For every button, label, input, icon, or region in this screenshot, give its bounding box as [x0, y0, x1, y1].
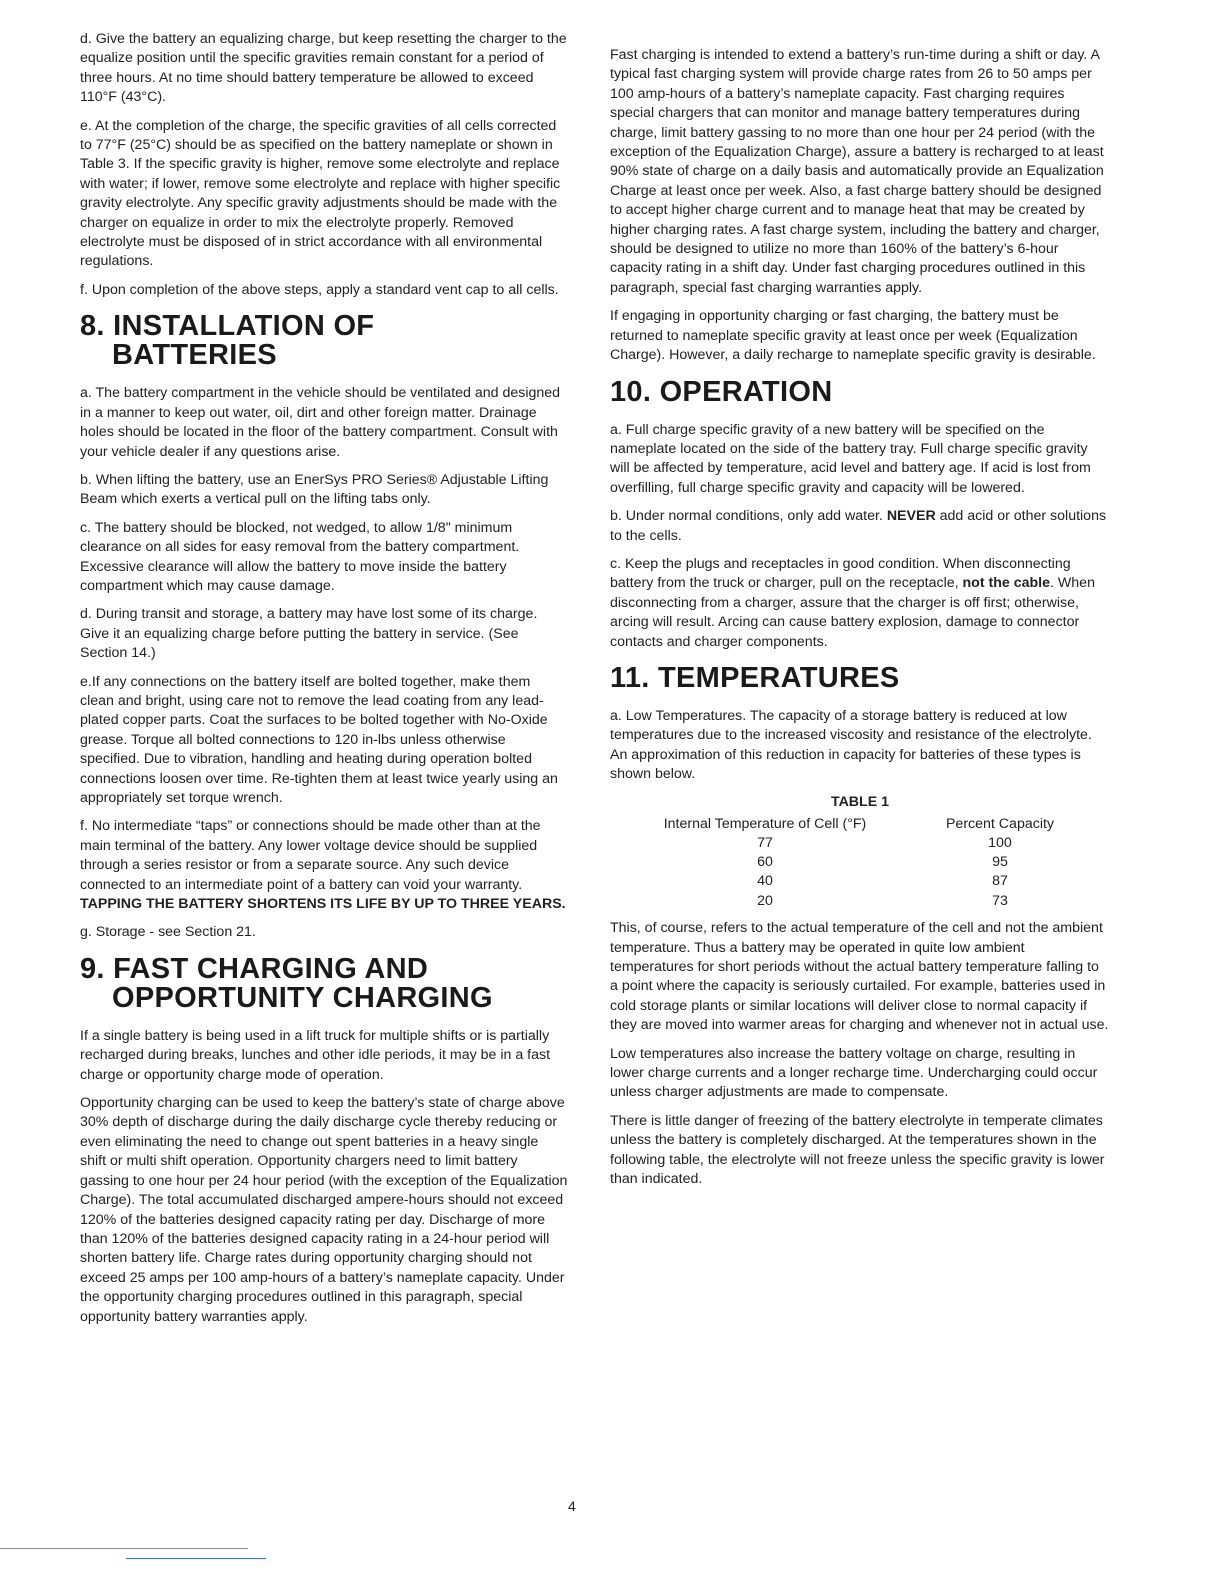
- cell-temperature: 77: [757, 834, 773, 851]
- section-11-heading: 11. TEMPERATURES: [610, 661, 900, 694]
- cell-capacity: 95: [992, 854, 1008, 870]
- cell-temperature: 20: [757, 892, 773, 909]
- section-8-c: c. The battery should be blocked, not wedged, to allow 1/8" minimum clearance on all sides for easy removal from the battery compartment. Excessive clearance will allow the battery to move inside the battery compartment which may cause damage.: [80, 519, 520, 594]
- section-11-p2: This, of course, refers to the actual temperature of the cell and not the ambient temperature. Thus a battery may be operated in quite low ambient temperatures for short periods without the actual battery temperature falling to a point where the capacity is seriously curtailed. For example, batteries used in cold storage plants or similar locations will deliver close to normal capacity if they are moved into warmer areas for charging and whenever not in actual use.: [610, 920, 1109, 1034]
- section-10-b-text-end: add acid or other solutions to the cells.: [610, 508, 1107, 544]
- section-9-heading-line2: OPPORTUNITY CHARGING: [112, 981, 493, 1014]
- paragraph-e: e. At the completion of the charge, the specific gravities of all cells corrected to 77°F (25°C) should be as specified on the battery nameplate or shown in Table 3. If the specific gravity is higher, remove some electrolyte and replace with water; if lower, remove some electrolyte and replace with higher specific gravity electrolyte. Any specific gravity adjustments should be made with the charger on equalize in order to mix the electrolyte properly. Removed electrolyte must be disposed of in strict accordance with all environmental regulations.: [80, 117, 561, 270]
- right-column: [610, 46, 1110, 1199]
- section-8-heading-line2: BATTERIES: [112, 339, 277, 372]
- section-10-a: a. Full charge specific gravity of a new battery will be specified on the nameplate located on the side of the battery tray. Full charge specific gravity will be affected by temperature, acid level and battery age. If acid is lost from overfilling, full charge specific gravity and capacity will be lowered.: [610, 421, 1091, 496]
- paragraph-f: f. Upon completion of the above steps, apply a standard vent cap to all cells.: [80, 281, 559, 298]
- footer-rule: [0, 1548, 248, 1549]
- section-8-heading-line1: 8. INSTALLATION OF: [80, 310, 375, 343]
- table-row: [630, 853, 1100, 872]
- section-8-a: a. The battery compartment in the vehicle should be ventilated and designed in a manner to keep out water, oil, dirt and other foreign matter. Drainage holes should be located in the floor of the battery compartment. Consult with your vehicle dealer if any questions arise.: [80, 385, 561, 460]
- table-header-temperature: Internal Temperature of Cell (°F): [663, 815, 867, 832]
- section-9-heading-line1: 9. FAST CHARGING AND: [80, 952, 429, 985]
- section-8-heading: [80, 312, 568, 370]
- page-number: 4: [568, 1498, 576, 1514]
- section-10-b-text: b. Under normal conditions, only add water.: [610, 508, 887, 525]
- section-8-g: g. Storage - see Section 21.: [80, 924, 256, 941]
- footer-rule-accent: [126, 1558, 266, 1559]
- section-10-c-text: c. Keep the plugs and receptacles in good condition. When disconnecting battery from the truck or charger, pull on the receptacle,: [610, 555, 1071, 592]
- section-8-f: f. No intermediate “taps” or connections should be made other than at the main terminal of the battery. Any lower voltage device should be supplied through a series resistor or from a separate source. Any such device connected to an intermediate point of a battery can void your warranty.: [80, 818, 541, 893]
- section-11-p4: There is little danger of freezing of the battery electrolyte in temperate climates unless the battery is completely discharged. At the temperatures shown in the following table, the electrolyte will not freeze unless the specific gravity is lower than indicated.: [610, 1112, 1105, 1188]
- section-8-d: d. During transit and storage, a battery may have lost some of its charge. Give it an equalizing charge before putting the battery in service. (See Section 14.): [80, 606, 538, 662]
- section-9-heading: [80, 952, 568, 1014]
- cell-capacity: 73: [992, 892, 1008, 909]
- section-8-warning: TAPPING THE BATTERY SHORTENS ITS LIFE BY UP TO THREE YEARS.: [80, 896, 566, 913]
- section-10-b: [610, 507, 1110, 546]
- section-10-c-text-end: . When disconnecting from a charger, assure that the charger is off first; otherwise, arcing will result. Arcing can cause battery explosion, damage to connector contacts and charger components.: [610, 575, 1095, 650]
- table-row: [630, 834, 1100, 853]
- table-header-capacity: Percent Capacity: [945, 815, 1055, 832]
- cell-temperature: 40: [757, 873, 773, 890]
- cell-temperature: 60: [757, 854, 773, 870]
- not-the-cable-emphasis: not the cable: [962, 575, 1051, 592]
- left-column: [80, 30, 568, 1336]
- cell-capacity: 87: [992, 873, 1008, 890]
- table-row: [630, 892, 1100, 911]
- section-10-c: [610, 555, 1110, 652]
- temperature-capacity-table: [630, 816, 1100, 912]
- section-9-p1: If a single battery is being used in a lift truck for multiple shifts or is partially recharged during breaks, lunches and other idle periods, it may be in a fast charge or opportunity charge mode of operation.: [80, 1027, 551, 1083]
- section-11-p3: Low temperatures also increase the battery voltage on charge, resulting in lower charge currents and a longer recharge time. Undercharging could occur unless charger adjustments are made to compensate.: [610, 1045, 1098, 1101]
- paragraph-d: d. Give the battery an equalizing charge, but keep resetting the charger to the equalize position until the specific gravities remain constant for a period of three hours. At no time should battery temperature be allowed to exceed 110°F (43°C).: [80, 31, 567, 106]
- never-emphasis: NEVER: [886, 508, 936, 525]
- section-9-p2: Opportunity charging can be used to keep the battery’s state of charge above 30% depth of discharge during the daily discharge cycle thereby reducing or even eliminating the need to change out spent batteries in a heavy single shift or multi shift operation. Opportunity chargers need to limit battery gassing to one hour per 24 hour period (with the exception of the Equalization Charge). The total accumulated discharged ampere-hours should not exceed 120% of the batteries designed capacity rating per day. Discharge of more than 120% of the batteries designed capacity rating in a 24-hour period will shorten battery life. Charge rates during opportunity charging should not exceed 25 amps per 100 amp-hours of a battery’s nameplate capacity. Under the opportunity charging procedures outlined in this paragraph, special opportunity battery warranties apply.: [80, 1095, 568, 1325]
- table-row: [630, 872, 1100, 891]
- section-11-a: a. Low Temperatures. The capacity of a storage battery is reduced at low temperatures due to the increased viscosity and resistance of the electrolyte. An approximation of this reduction in capacity for batteries of these types is shown below.: [610, 707, 1092, 783]
- section-8-e: e.If any connections on the battery itself are bolted together, make them clean and bright, using care not to remove the lead coating from any lead-plated copper parts. Coat the surfaces to be bolted together with No-Oxide grease. Torque all bolted connections to 120 in-lbs unless otherwise specified. Due to vibration, handling and heating during operation bolted connections loosen over time. Re-tighten them at least twice yearly using an appropriately set torque wrench.: [80, 673, 558, 806]
- table-1-title: TABLE 1: [830, 793, 890, 810]
- section-10-heading: 10. OPERATION: [610, 375, 833, 408]
- cell-capacity: 100: [988, 834, 1012, 851]
- section-8-b: b. When lifting the battery, use an EnerSys PRO Series® Adjustable Lifting Beam which exerts a vertical pull on the lifting tabs only.: [80, 471, 549, 508]
- fast-charge-p1: Fast charging is intended to extend a battery’s run-time during a shift or day. A typical fast charging system will provide charge rates from 26 to 50 amps per 100 amp-hours of a battery’s nameplate capacity. Fast charging requires special chargers that can monitor and manage battery temperatures during charge, limit battery gassing to no more than one hour per 24 period (with the exception of the Equalization Charge), assure a battery is recharged to at least 90% state of charge on a daily basis and automatically provide an Equalization Charge at least once per week. Also, a fast charge battery should be designed to accept higher charge current and to manage heat that may be created by higher charging rates. A fast charge system, including the battery and charger, should be designed to utilize no more than 160% of the battery’s 6-hour capacity rating in a shift day. Under fast charging procedures outlined in this paragraph, special fast charging warranties apply.: [610, 47, 1104, 296]
- fast-charge-p2: If engaging in opportunity charging or fast charging, the battery must be returned to nameplate specific gravity at least once per week (Equalization Charge). However, a daily recharge to nameplate specific gravity is desirable.: [610, 308, 1096, 364]
